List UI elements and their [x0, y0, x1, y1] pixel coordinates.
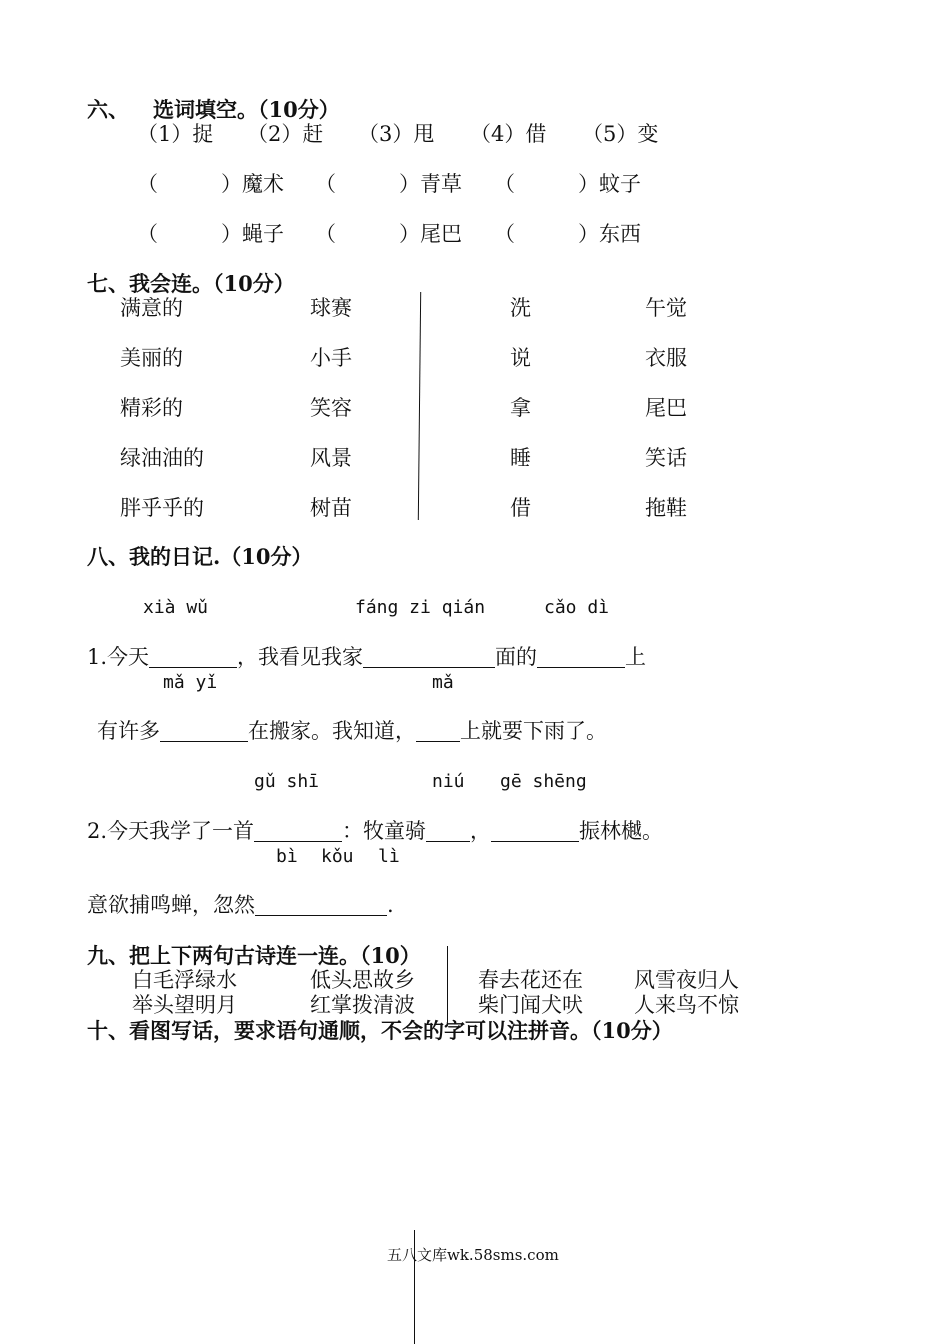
- blank[interactable]: [255, 895, 387, 916]
- poem-line: 春去花还在: [478, 968, 583, 992]
- pinyin: lì: [378, 846, 400, 867]
- option-5: （5）变: [582, 122, 659, 146]
- text: 在搬家。我知道，: [248, 719, 416, 743]
- divider-line: [418, 292, 421, 520]
- text: ，我看见我家: [237, 645, 364, 669]
- match-item: 树苗: [310, 496, 352, 520]
- section-8-title: 八、我的日记.（10分）: [87, 544, 313, 569]
- pinyin: niú: [432, 771, 465, 792]
- match-item: 绿油油的: [120, 446, 204, 470]
- pinyin: cǎo dì: [544, 597, 610, 618]
- blank[interactable]: [426, 821, 470, 842]
- match-item: 尾巴: [645, 396, 687, 420]
- blank-paren[interactable]: （ ）: [494, 222, 599, 246]
- fill-word: 青草: [420, 172, 462, 196]
- text: .: [387, 893, 394, 917]
- text: 2.今天我学了一首: [87, 819, 255, 843]
- diary-line-2: [97, 721, 607, 742]
- diary-line-4: [87, 895, 394, 916]
- pinyin: bì: [276, 846, 298, 867]
- pinyin: gǔ shī: [254, 771, 320, 792]
- blank[interactable]: [416, 721, 460, 742]
- blank[interactable]: [491, 821, 579, 842]
- blank-paren[interactable]: （ ）: [137, 222, 242, 246]
- match-item: 笑话: [645, 446, 687, 470]
- section-7-title: 七、我会连。（10分）: [87, 271, 295, 296]
- divider-line: [447, 946, 448, 1022]
- text: ，: [470, 819, 492, 843]
- text: 上: [625, 645, 647, 669]
- blank-paren[interactable]: （ ）: [315, 172, 420, 196]
- pinyin: mǎ: [432, 672, 454, 693]
- blank-paren[interactable]: （ ）: [137, 172, 242, 196]
- fill-word: 蚊子: [599, 172, 641, 196]
- diary-line-3: [87, 821, 663, 842]
- blank-paren[interactable]: （ ）: [494, 172, 599, 196]
- pinyin: kǒu: [321, 846, 354, 867]
- poem-line: 低头思故乡: [310, 968, 415, 992]
- match-item: 球赛: [310, 296, 352, 320]
- text: 面的: [495, 645, 538, 669]
- blank[interactable]: [254, 821, 342, 842]
- match-item: 胖乎乎的: [120, 496, 204, 520]
- pinyin: xià wǔ: [143, 597, 209, 618]
- match-item: 洗: [510, 296, 531, 320]
- match-item: 笑容: [310, 396, 352, 420]
- match-item: 睡: [510, 446, 531, 470]
- match-item: 风景: [310, 446, 352, 470]
- option-1: （1）捉: [137, 122, 214, 146]
- blank-paren[interactable]: （ ）: [315, 222, 420, 246]
- fill-word: 蝇子: [242, 222, 284, 246]
- match-item: 满意的: [120, 296, 183, 320]
- text: 振林樾。: [579, 819, 664, 843]
- footer-watermark: 五八文库wk.58sms.com: [387, 1246, 559, 1264]
- pinyin: gē shēng: [500, 771, 587, 792]
- blank[interactable]: [160, 721, 248, 742]
- option-3: （3）甩: [358, 122, 435, 146]
- poem-line: 白毛浮绿水: [132, 968, 237, 992]
- match-item: 拖鞋: [645, 496, 687, 520]
- text: 意欲捕鸣蝉，忽然: [87, 893, 255, 917]
- blank[interactable]: [149, 647, 237, 668]
- match-item: 精彩的: [120, 396, 183, 420]
- match-item: 午觉: [645, 296, 687, 320]
- section-10-title: 十、看图写话，要求语句通顺，不会的字可以注拼音。（10分）: [87, 1018, 673, 1043]
- text: ：牧童骑: [342, 819, 427, 843]
- poem-line: 风雪夜归人: [634, 968, 739, 992]
- text: 有许多: [97, 719, 160, 743]
- poem-line: 柴门闻犬吠: [478, 993, 583, 1017]
- poem-line: 红掌拨清波: [310, 993, 415, 1017]
- match-item: 借: [510, 496, 531, 520]
- fill-word: 魔术: [242, 172, 284, 196]
- text: 1.今天: [87, 645, 150, 669]
- pinyin: mǎ yǐ: [163, 672, 218, 693]
- option-4: （4）借: [470, 122, 547, 146]
- match-item: 小手: [310, 346, 352, 370]
- section-9-title: 九、把上下两句古诗连一连。（10）: [87, 943, 421, 968]
- poem-line: 人来鸟不惊: [634, 993, 739, 1017]
- match-item: 衣服: [645, 346, 687, 370]
- match-item: 美丽的: [120, 346, 183, 370]
- fill-word: 尾巴: [420, 222, 462, 246]
- blank[interactable]: [363, 647, 495, 668]
- match-item: 拿: [510, 396, 531, 420]
- diary-line-1: [87, 647, 646, 668]
- fill-word: 东西: [599, 222, 641, 246]
- text: 上就要下雨了。: [460, 719, 607, 743]
- page-fold-line: [414, 1230, 415, 1344]
- blank[interactable]: [537, 647, 625, 668]
- section-6-title: 选词填空。（10分）: [153, 97, 340, 122]
- section-6-number: 六、: [87, 97, 129, 122]
- match-item: 说: [510, 346, 531, 370]
- option-2: （2）赶: [247, 122, 324, 146]
- poem-line: 举头望明月: [132, 993, 237, 1017]
- pinyin: fáng zi qián: [355, 597, 486, 618]
